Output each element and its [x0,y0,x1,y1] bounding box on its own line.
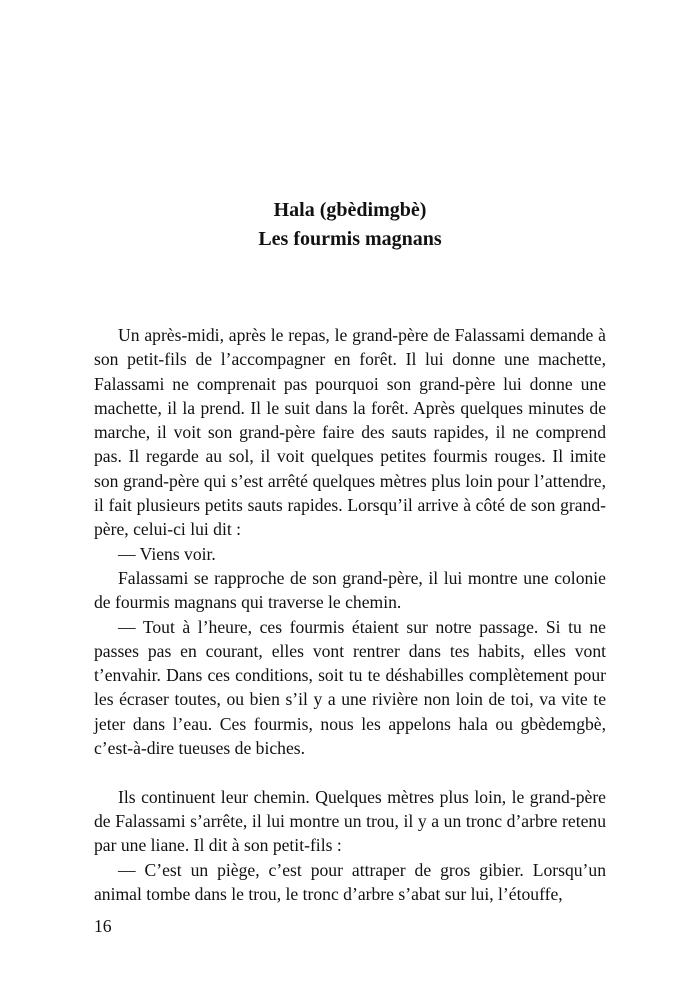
paragraph: — Viens voir. [118,543,216,564]
chapter-subtitle: Les fourmis magnans [258,228,442,250]
page-number: 16 [94,916,112,936]
chapter-heading [94,196,606,254]
chapter-body [94,323,606,906]
chapter-title: Hala (gbèdimgbè) [273,199,427,221]
paragraph: — Tout à l’heure, ces fourmis étaient sur notre passage. Si tu ne passes pas en courant, elles vont rentrer dans tes habits, elles vont t’envahir. Dans ces conditions, soit tu te déshabilles complètement pour les écraser toutes, ou bien s’il y a une rivière non loin de toi, va vite te jeter dans l’eau. Ces fourmis, nous les appelons hala ou gbèdemgbè, c’est-à-dire tueuses de biches. [94,616,606,759]
paragraph: Falassami se rapproche de son grand-père, il lui montre une colonie de fourmis magnans qui traverse le chemin. [94,567,606,613]
paragraph: Un après-midi, après le repas, le grand-père de Falassami demande à son petit-fils de l’accompagner en forêt. Il lui donne une machette, Falassami ne comprenait pas pourquoi son grand-père lui donne une machette, il la prend. Il le suit dans la forêt. Après quelques minutes de marche, il voit son grand-père faire des sauts rapides, il ne comprend pas. Il regarde au sol, il voit quelques petites fourmis rouges. Il imite son grand-père qui s’est arrêté quelques mètres plus loin pour l’attendre, il fait plusieurs petits sauts rapides. Lorsqu’il arrive à côté de son grand-père, celui-ci lui dit : [94,325,606,540]
paragraph: — C’est un piège, c’est pour attraper de gros gibier. Lorsqu’un animal tombe dans le trou, le tronc d’arbre s’abat sur lui, l’étouffe, [94,859,606,904]
paragraph: Ils continuent leur chemin. Quelques mètres plus loin, le grand-père de Falassami s’arrête, il lui montre un trou, il y a un tronc d’arbre retenu par une liane. Il dit à son petit-fils : [94,786,606,856]
